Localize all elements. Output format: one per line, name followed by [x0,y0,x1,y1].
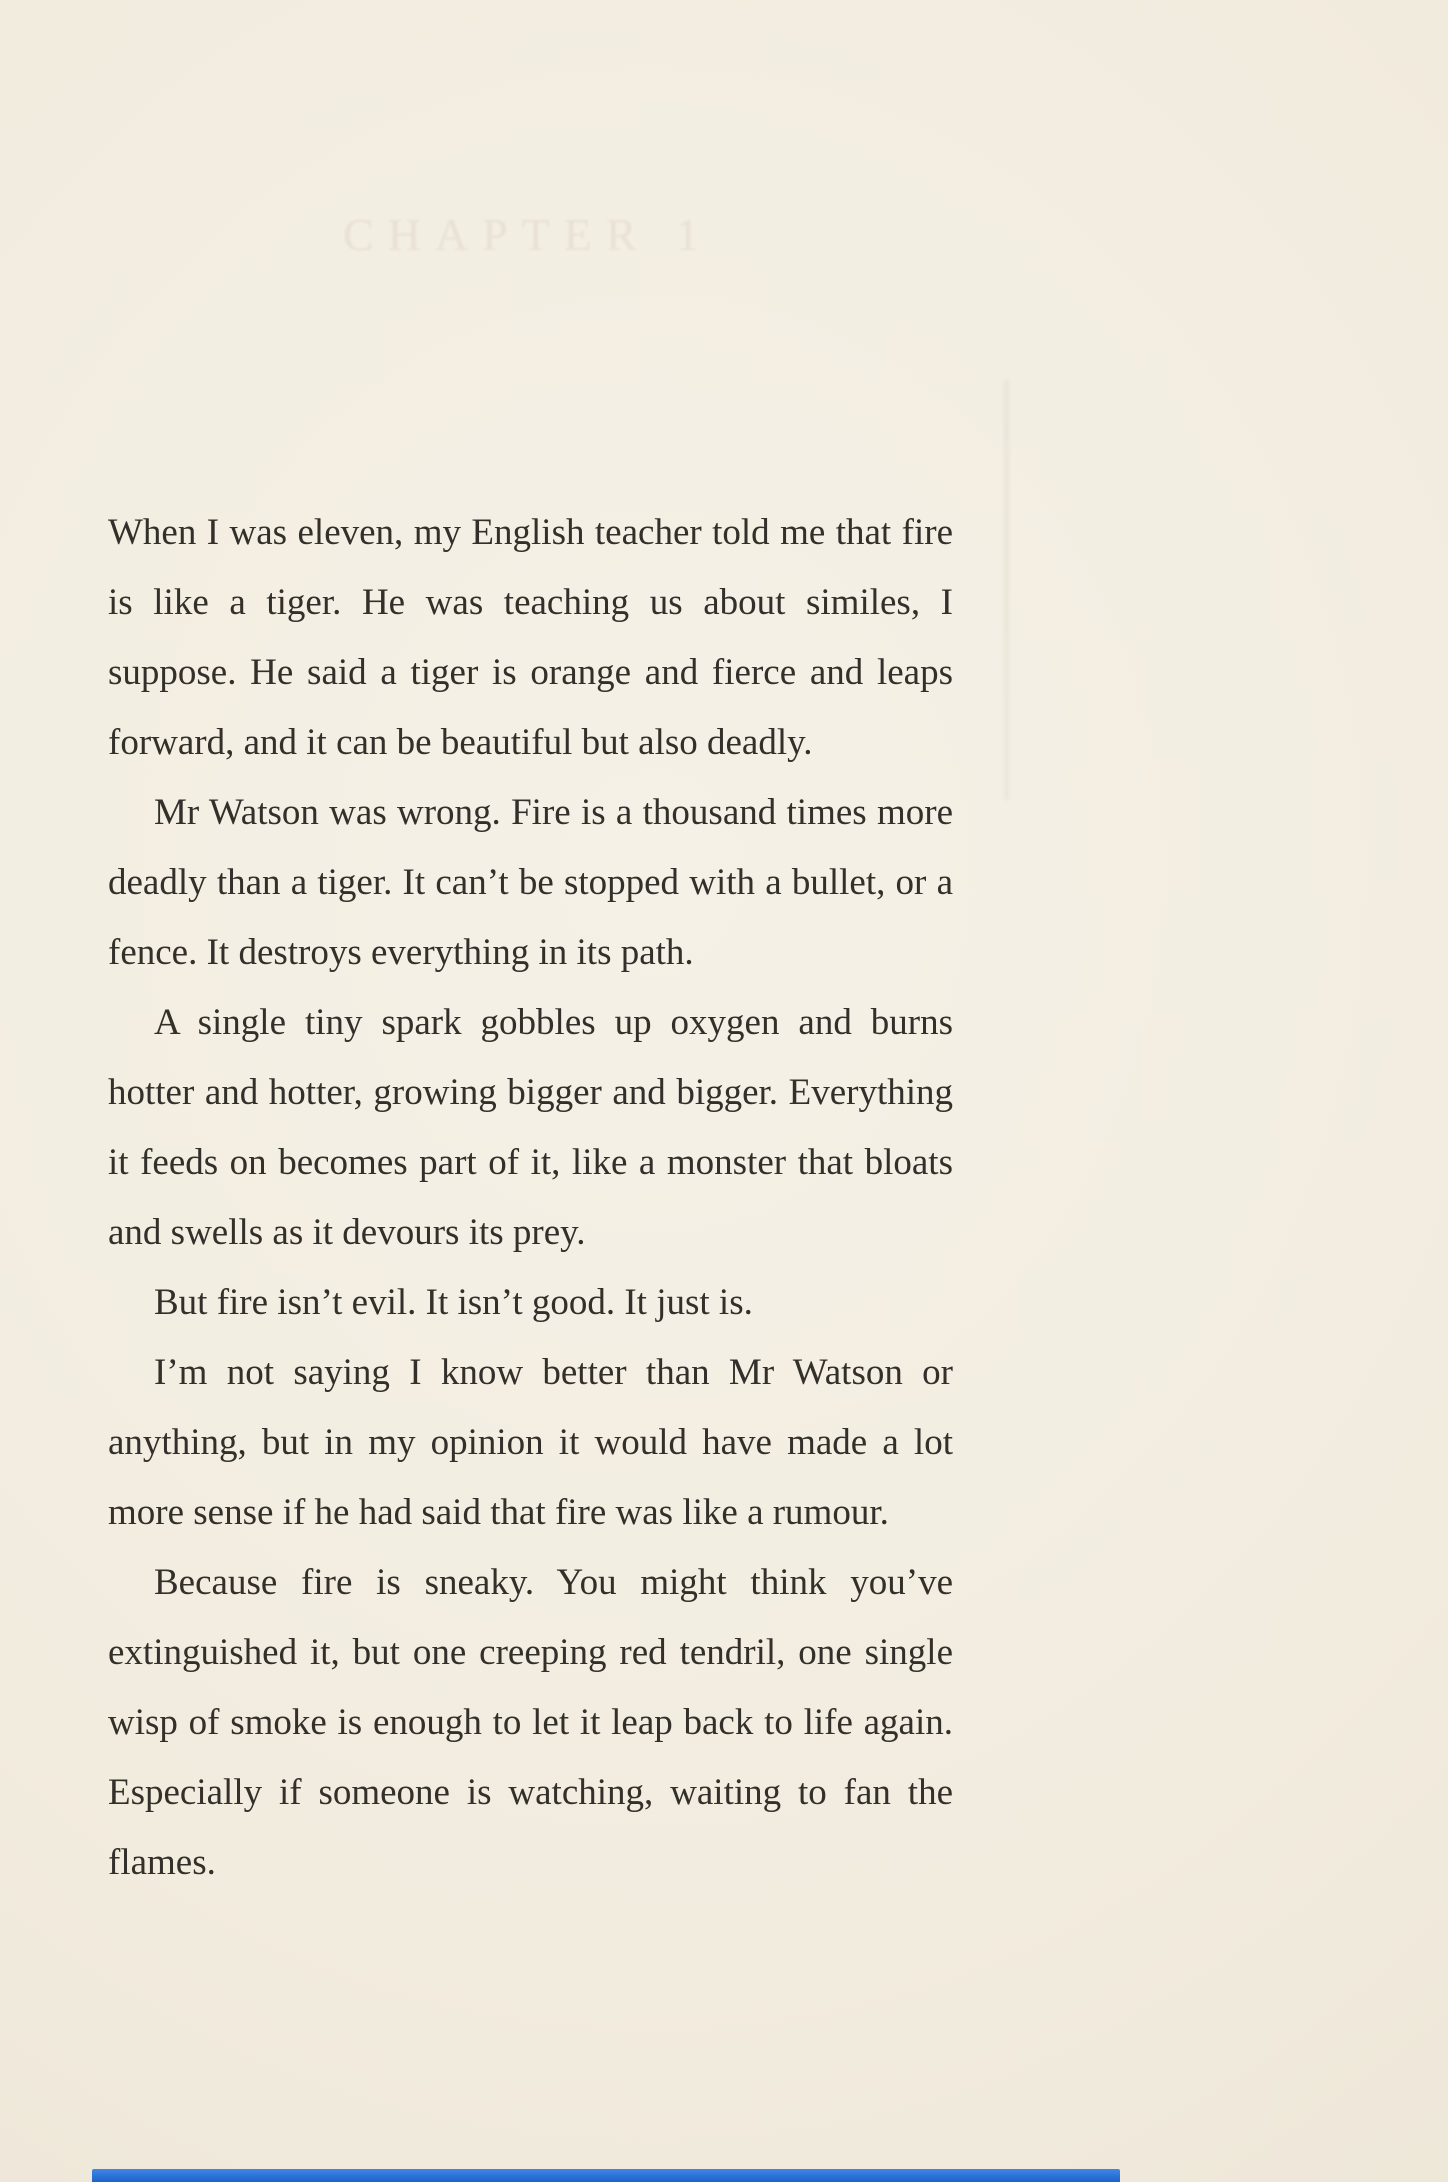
paragraph: A single tiny spark gobbles up oxygen and burns hotter and hotter, growing bigger and bigger. Everything it feeds on becomes part of it, like a monster that bloats and swells as it devours its prey. [108,1002,953,1253]
paragraph: When I was eleven, my English teacher told me that fire is like a tiger. He was teaching us about similes, I suppose. He said a tiger is orange and fierce and leaps forward, and it can be beautiful but also deadly. [108,512,953,763]
page-bottom-edge [92,2169,1120,2182]
paragraph: Mr Watson was wrong. Fire is a thousand times more deadly than a tiger. It can’t be stopped with a bullet, or a fence. It destroys everything in its path. [108,792,953,973]
paragraph: Because fire is sneaky. You might think you’ve extinguished it, but one creeping red tendril, one single wisp of smoke is enough to let it leap back to life again. Especially if someone is watching, waiting to fan the flames. [108,1562,953,1883]
ghost-chapter-heading: CHAPTER 1 [342,209,714,260]
text-block [108,498,953,1898]
paragraph: I’m not saying I know better than Mr Watson or anything, but in my opinion it would have made a lot more sense if he had said that fire was like a rumour. [108,1352,953,1533]
paragraph: But fire isn’t evil. It isn’t good. It just is. [154,1282,753,1323]
